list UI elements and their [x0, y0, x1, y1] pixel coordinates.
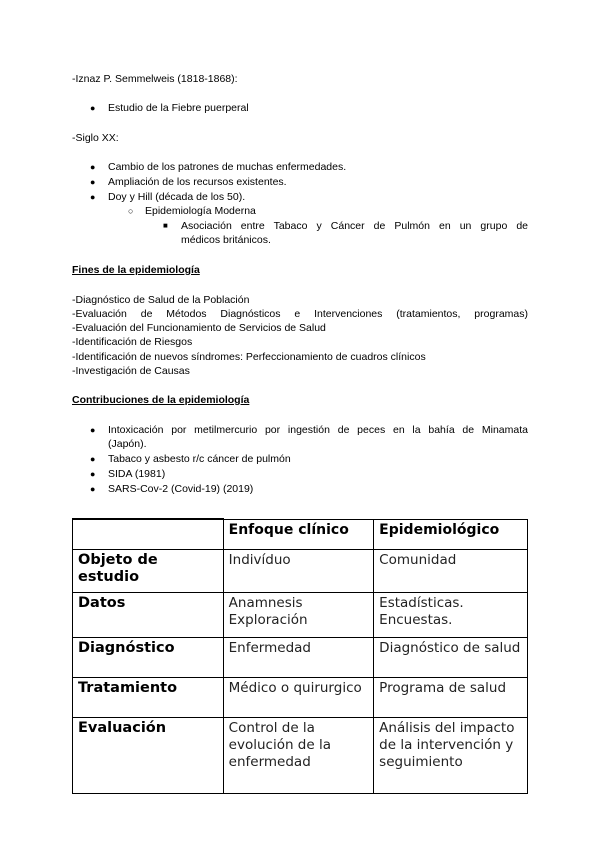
- contribucion-1-line2: (Japón).: [108, 438, 147, 450]
- contribucion-item: Tabaco y asbesto r/c cáncer de pulmón: [108, 453, 291, 465]
- fines-item: -Investigación de Causas: [72, 365, 190, 377]
- cell-epi: Programa de salud: [374, 677, 528, 717]
- fines-heading: Fines de la epidemiología: [72, 264, 200, 276]
- table-row: [73, 717, 528, 793]
- bullet-disc-icon: ●: [90, 484, 96, 494]
- cell-epi: Diagnóstico de salud: [374, 637, 528, 677]
- bullet-disc-icon: ●: [90, 425, 96, 435]
- table-header-cell: Epidemiológico: [374, 519, 528, 549]
- contribucion-item: SARS-Cov-2 (Covid-19) (2019): [108, 483, 254, 495]
- cell-clinico: Anamnesis Exploración: [223, 592, 374, 637]
- bullet-disc-icon: ●: [90, 103, 96, 113]
- bullet-disc-icon: ●: [90, 469, 96, 479]
- siglo-bullet-1: Cambio de los patrones de muchas enfermedades.: [108, 161, 347, 173]
- cell-epi: Estadísticas. Encuestas.: [374, 592, 528, 637]
- semmelweis-line: -Iznaz P. Semmelweis (1818-1868):: [72, 73, 238, 85]
- siglo-sub-bullet: Epidemiología Moderna: [145, 205, 256, 217]
- contribucion-1-line1: Intoxicación por metilmercurio por ingestión de peces en la bahía de Minamata: [108, 424, 528, 436]
- bullet-circle-icon: ○: [128, 206, 134, 216]
- cell-epi: Comunidad: [374, 549, 528, 592]
- row-label: Datos: [73, 592, 224, 637]
- cell-clinico: Médico o quirurgico: [223, 677, 374, 717]
- cell-epi: Análisis del impacto de la intervención y seguimiento: [374, 717, 528, 793]
- fines-item: -Diagnóstico de Salud de la Población: [72, 294, 250, 306]
- table-header-cell: [73, 519, 224, 549]
- contribucion-item: SIDA (1981): [108, 468, 166, 480]
- table-header-cell: Enfoque clínico: [223, 519, 374, 549]
- semmelweis-bullet: Estudio de la Fiebre puerperal: [108, 102, 249, 114]
- cell-clinico: Control de la evolución de la enfermedad: [223, 717, 374, 793]
- table-row: [73, 549, 528, 592]
- bullet-square-icon: ■: [163, 221, 168, 230]
- row-label: Objeto de estudio: [73, 549, 224, 592]
- bullet-disc-icon: ●: [90, 162, 96, 172]
- siglo-subsub-line1: Asociación entre Tabaco y Cáncer de Pulmón en un grupo de: [181, 220, 528, 232]
- cell-clinico: Indivíduo: [223, 549, 374, 592]
- table-header-row: [73, 519, 528, 549]
- siglo-line: -Siglo XX:: [72, 132, 119, 144]
- cell-clinico: Enfermedad: [223, 637, 374, 677]
- table-row: [73, 677, 528, 717]
- bullet-disc-icon: ●: [90, 177, 96, 187]
- contribuciones-heading: Contribuciones de la epidemiología: [72, 394, 250, 406]
- fines-item: -Evaluación de Métodos Diagnósticos e Intervenciones (tratamientos, programas): [72, 308, 528, 320]
- row-label: Tratamiento: [73, 677, 224, 717]
- siglo-bullet-3: Doy y Hill (década de los 50).: [108, 191, 246, 203]
- bullet-disc-icon: ●: [90, 454, 96, 464]
- siglo-bullet-2: Ampliación de los recursos existentes.: [108, 176, 287, 188]
- comparison-table: [72, 518, 528, 794]
- row-label: Evaluación: [73, 717, 224, 793]
- comparison-table-image: [72, 518, 528, 792]
- fines-item: -Identificación de Riesgos: [72, 336, 193, 348]
- bullet-disc-icon: ●: [90, 192, 96, 202]
- fines-item: -Identificación de nuevos síndromes: Perfeccionamiento de cuadros clínicos: [72, 351, 426, 363]
- table-row: [73, 592, 528, 637]
- row-label: Diagnóstico: [73, 637, 224, 677]
- fines-item: -Evaluación del Funcionamiento de Servicios de Salud: [72, 322, 326, 334]
- siglo-subsub-line2: médicos británicos.: [181, 234, 271, 246]
- table-row: [73, 637, 528, 677]
